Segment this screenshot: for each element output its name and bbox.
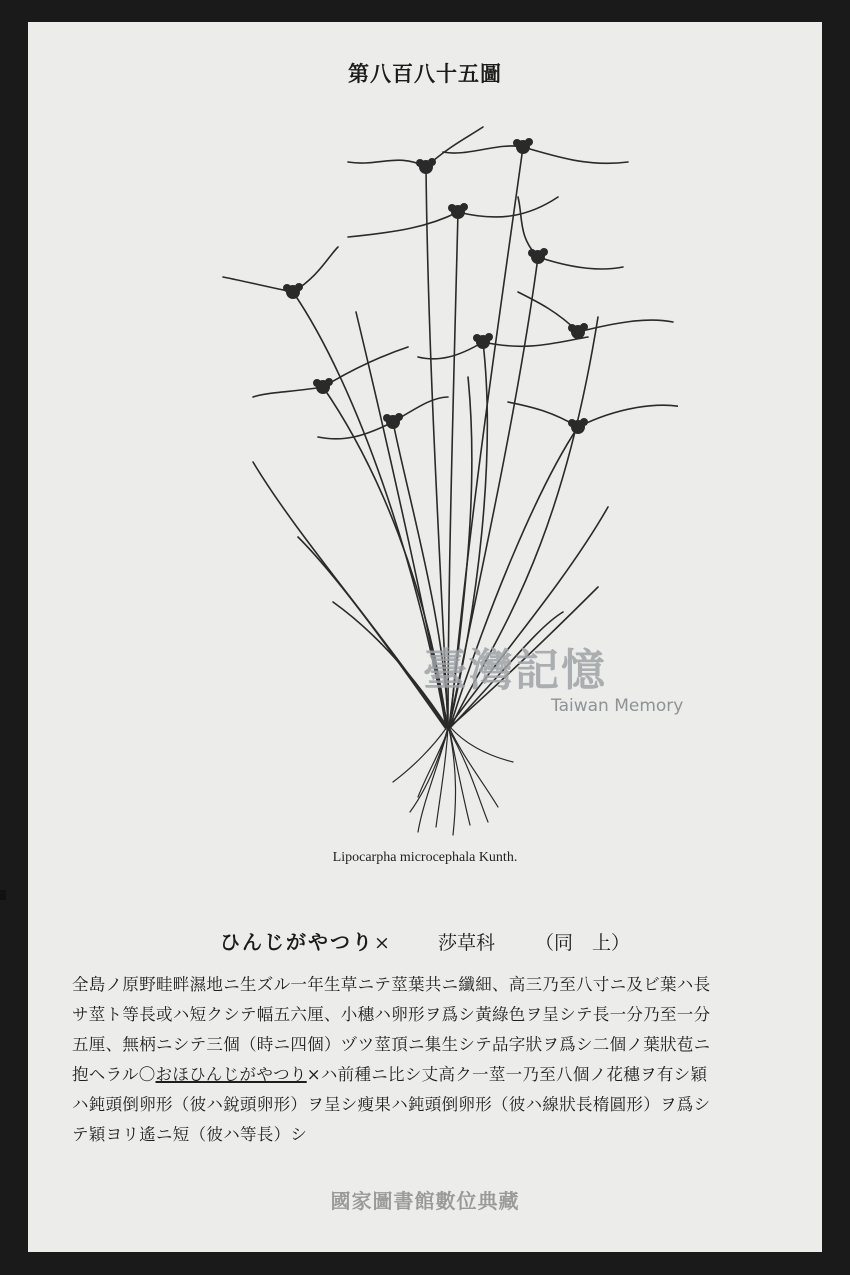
figure-caption: Lipocarpha microcephala Kunth. [332,850,518,865]
library-stamp: 國家圖書館數位典藏 [330,1189,520,1213]
text-line: 全島ノ原野畦畔濕地ニ生ズル一年生草ニテ莖葉共ニ纖細、高三乃至八寸ニ及ビ葉ハ長 [72,975,711,994]
related-species-name: おほひんじがやつり [155,1065,307,1084]
plant-illustration-icon [178,107,678,837]
text-line: ハ鈍頭倒卵形（彼ハ銳頭卵形）ヲ呈シ瘦果ハ鈍頭倒卵形（彼ハ線狀長楕圓形）ヲ爲シ [72,1095,711,1114]
reference: （同 上） [534,932,630,954]
japanese-name: ひんじがやつり [220,930,375,954]
taiwan-memory-watermark: 臺灣記憶 Taiwan Memory [423,645,684,716]
text-line: テ穎ヨリ遙ニ短（彼ハ等長）シ [72,1125,308,1144]
figure-number: 第八百八十五圖 [348,61,502,86]
mark: × [374,932,390,954]
text-line: 抱ヘラル〇おほひんじがやつり×ハ前種ニ比シ丈高ク一莖一乃至八個ノ花穗ヲ有シ穎 [72,1065,708,1084]
description-text [72,970,792,1150]
entry-title [28,926,822,955]
book-page [28,22,822,1252]
text-line: 五厘、無柄ニシテ三個（時ニ四個）ヅツ莖頂ニ集生シテ品字狀ヲ爲シ二個ノ葉狀苞ニ [72,1035,711,1054]
text-line: サ莖ト等長或ハ短クシテ幅五六厘、小穗ハ卵形ヲ爲シ黃綠色ヲ呈シテ長一分乃至一分 [72,1005,711,1024]
scan-edge-mark [0,890,6,900]
family-name: 莎草科 [437,932,495,954]
